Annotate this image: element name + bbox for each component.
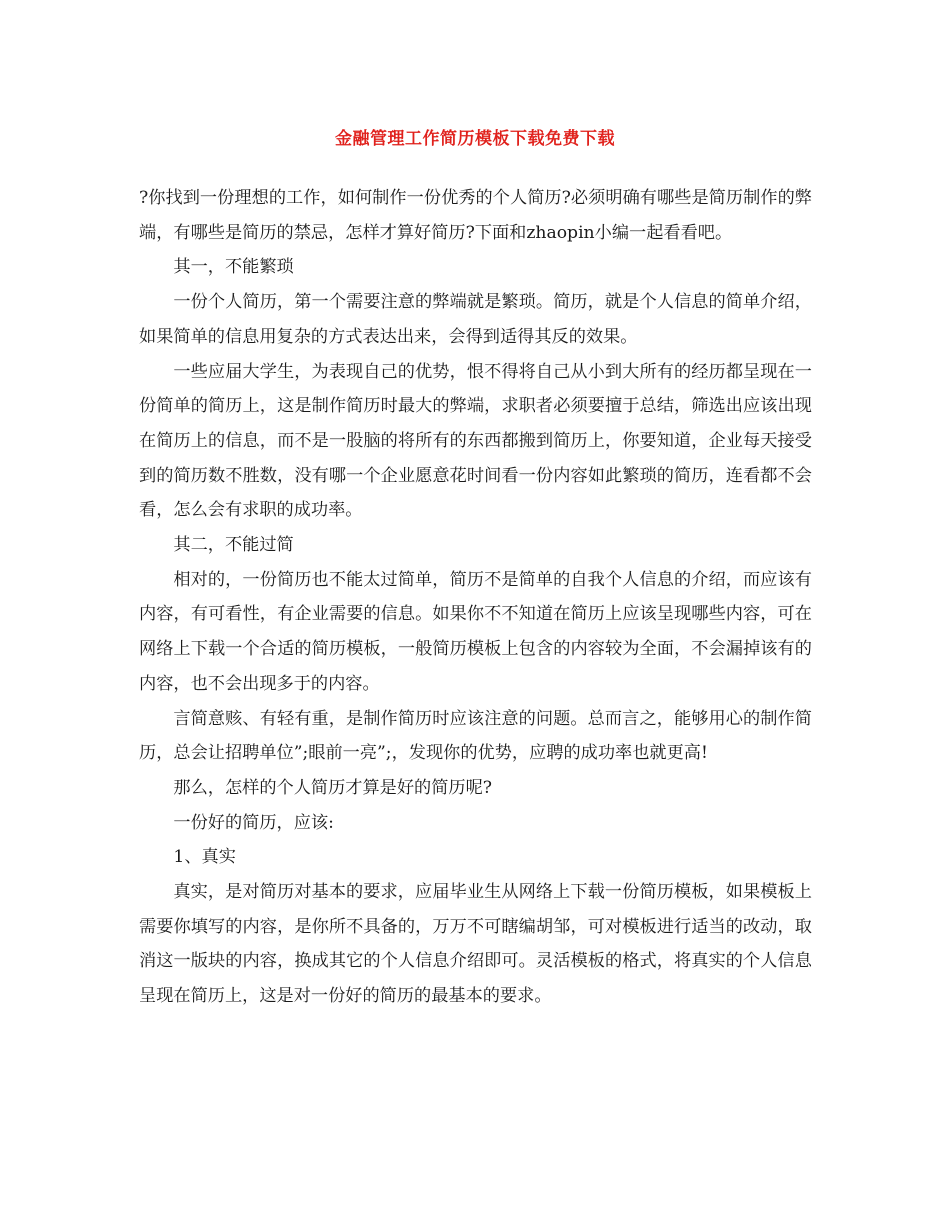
document-body: [139, 181, 812, 1014]
body-paragraph: 一份个人简历，第一个需要注意的弊端就是繁琐。简历，就是个人信息的简单介绍，如果简单的信息用复杂的方式表达出来，会得到适得其反的效果。: [139, 292, 812, 347]
document-title: 金融管理工作简历模板下载免费下载: [335, 129, 615, 149]
body-paragraph: 一份好的简历，应该:: [173, 812, 334, 833]
list-heading-1: 1、真实: [173, 847, 236, 868]
section-heading-2: 其二，不能过简: [173, 535, 294, 556]
body-paragraph: 相对的，一份简历也不能太过简单，简历不是简单的自我个人信息的介绍，而应该有内容，有可看性，有企业需要的信息。如果你不不知道在简历上应该呈现哪些内容，可在网络上下载一个合适的简历模板，一般简历模板上包含的内容较为全面，不会漏掉该有的内容，也不会出现多于的内容。: [139, 569, 812, 694]
body-paragraph: 言简意赅、有轻有重，是制作简历时应该注意的问题。总而言之，能够用心的制作简历，总会让招聘单位”;眼前一亮”;，发现你的优势，应聘的成功率也就更高!: [139, 708, 812, 764]
body-paragraph: 那么，怎样的个人简历才算是好的简历呢?: [173, 777, 492, 798]
section-heading-1: 其一，不能繁琐: [173, 257, 294, 278]
intro-paragraph: ?你找到一份理想的工作，如何制作一份优秀的个人简历?必须明确有哪些是简历制作的弊端，有哪些是简历的禁忌，怎样才算好简历?下面和zhaopin小编一起看看吧。: [139, 188, 812, 243]
body-paragraph: 一些应届大学生，为表现自己的优势，恨不得将自己从小到大所有的经历都呈现在一份简单的简历上，这是制作简历时最大的弊端，求职者必须要擅于总结，筛选出应该出现在简历上的信息，而不是一股脑的将所有的东西都搬到简历上，你要知道，企业每天接受到的简历数不胜数，没有哪一个企业愿意花时间看一份内容如此繁琐的简历，连看都不会看，怎么会有求职的成功率。: [139, 361, 812, 521]
body-paragraph: 真实，是对简历对基本的要求，应届毕业生从网络上下载一份简历模板，如果模板上需要你填写的内容，是你所不具备的，万万不可瞎编胡邹，可对模板进行适当的改动，取消这一版块的内容，换成其它的个人信息介绍即可。灵活模板的格式，将真实的个人信息呈现在简历上，这是对一份好的简历的最基本的要求。: [139, 882, 812, 1007]
